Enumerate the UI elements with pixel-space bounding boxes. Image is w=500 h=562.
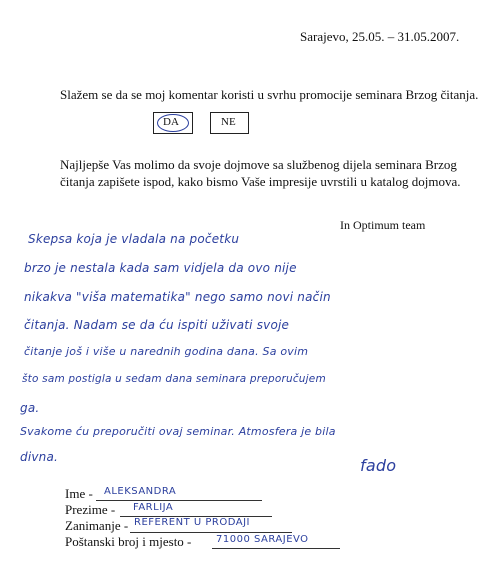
postanski-value[interactable]: 71000 SARAJEVO [216, 534, 309, 545]
team-name: In Optimum team [340, 218, 426, 232]
yes-box[interactable] [153, 112, 193, 134]
request-line-1: Najljepše Vas molimo da svoje dojmove sa službenog dijela seminara Brzog [60, 157, 457, 172]
comment-line: čitanja. Nadam se da ću ispiti uživati svoje [24, 318, 290, 332]
comment-line: što sam postigla u sedam dana seminara preporučujem [22, 373, 326, 385]
no-box[interactable] [210, 112, 249, 134]
postanski-label: Poštanski broj i mjesto - [65, 534, 192, 549]
prezime-value[interactable]: FARLIJA [133, 502, 174, 513]
zanimanje-value[interactable]: REFERENT U PRODAJI [134, 517, 250, 528]
comment-line: čitanje još i više u narednih godina dana. Sa ovim [24, 345, 309, 358]
ime-label: Ime - [65, 486, 93, 501]
postanski-line [212, 548, 340, 549]
place-date: Sarajevo, 25.05. – 31.05.2007. [300, 29, 460, 44]
zanimanje-line [130, 532, 292, 533]
consent-text: Slažem se da se moj komentar koristi u svrhu promocije seminara Brzog čitanja. [60, 87, 479, 102]
prezime-label: Prezime - [65, 502, 116, 517]
no-label: NE [221, 116, 236, 128]
ime-line [96, 500, 262, 501]
comment-line: Skepsa koja je vladala na početku [28, 232, 240, 246]
yes-label: DA [163, 116, 179, 128]
comment-line: divna. [20, 450, 59, 464]
comment-line: Svakome ću preporučiti ovaj seminar. Atmosfera je bila [20, 425, 336, 438]
comment-line: ga. [20, 401, 40, 415]
zanimanje-label: Zanimanje - [65, 518, 129, 533]
comment-line: brzo je nestala kada sam vidjela da ovo nije [24, 261, 297, 275]
request-line-2: čitanja zapišete ispod, kako bismo Vaše impresije uvrstili u katalog dojmova. [60, 174, 461, 189]
comment-line: nikakva "viša matematika" nego samo novi način [24, 290, 331, 304]
ime-value[interactable]: ALEKSANDRA [104, 486, 177, 497]
signature: fado [360, 456, 397, 475]
